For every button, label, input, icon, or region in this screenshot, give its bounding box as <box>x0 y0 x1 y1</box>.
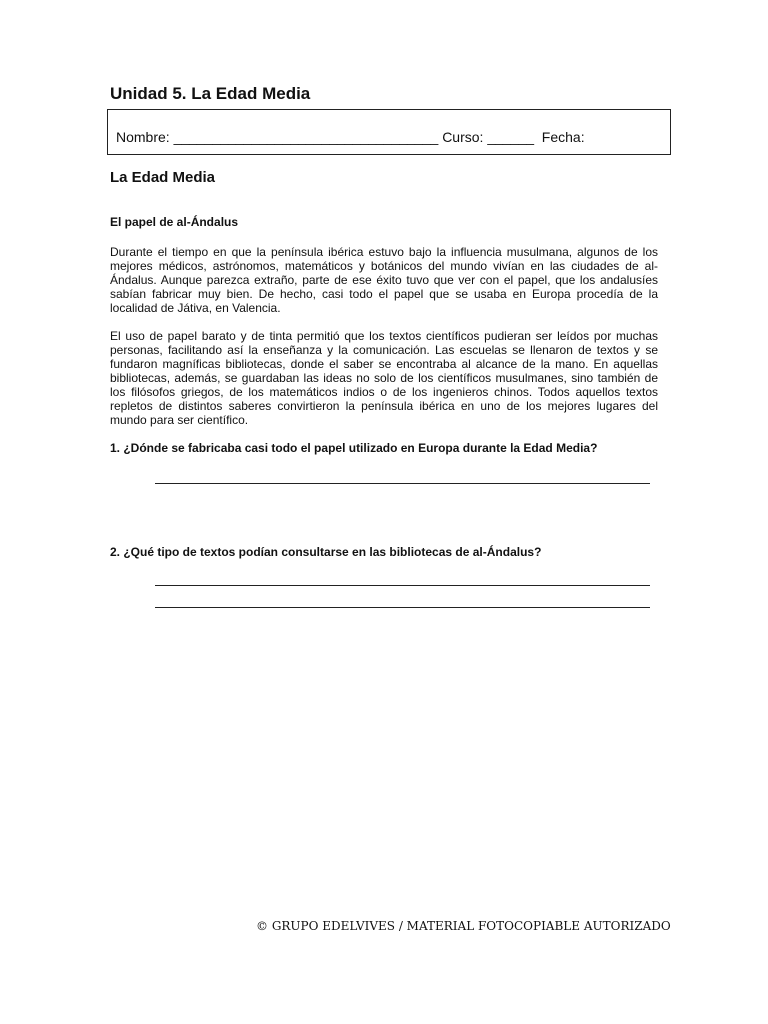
reading-title: El papel de al-Ándalus <box>110 215 239 229</box>
paragraph-1: Durante el tiempo en que la península ibérica estuvo bajo la influencia musulmana, algunos de los mejores médicos, astrónomos, matemáticos y botánicos del mundo vivían en las ciudades de al-Ándalus. Aunque parezca extraño, parte de ese éxito tuvo que ver con el papel, que los andalusíes sabían fabricar muy bien. De hecho, casi todo el papel que se usaba en Europa procedía de la localidad de Játiva, en Valencia. <box>110 245 658 315</box>
answer-line-1[interactable] <box>155 483 650 484</box>
answer-line-2[interactable] <box>155 585 650 586</box>
student-info-line: Nombre: __________________________________ Curso: ______ Fecha: <box>116 129 585 145</box>
question-1: 1. ¿Dónde se fabricaba casi todo el papel utilizado en Europa durante la Edad Media? <box>110 441 598 455</box>
copyright-footer: © GRUPO EDELVIVES / MATERIAL FOTOCOPIABLE AUTORIZADO <box>256 919 671 933</box>
section-title: La Edad Media <box>110 169 216 186</box>
student-info-box <box>107 109 671 155</box>
answer-line-3[interactable] <box>155 607 650 608</box>
question-2: 2. ¿Qué tipo de textos podían consultarse en las bibliotecas de al-Ándalus? <box>110 545 542 559</box>
page-title: Unidad 5. La Edad Media <box>110 84 311 103</box>
paragraph-2: El uso de papel barato y de tinta permitió que los textos científicos pudieran ser leídos por muchas personas, facilitando así la enseñanza y la comunicación. Las escuelas se llenaron de textos y se fundaron magníficas bibliotecas, donde el saber se encontraba al alcance de la mano. En aquellas bibliotecas, además, se guardaban las ideas no solo de los científicos musulmanes, sino también de los filósofos griegos, de los matemáticos indios o de los ingenieros chinos. Todos aquellos textos repletos de distintos saberes convirtieron la península ibérica en uno de los mejores lugares del mundo para ser científico. <box>110 329 658 427</box>
